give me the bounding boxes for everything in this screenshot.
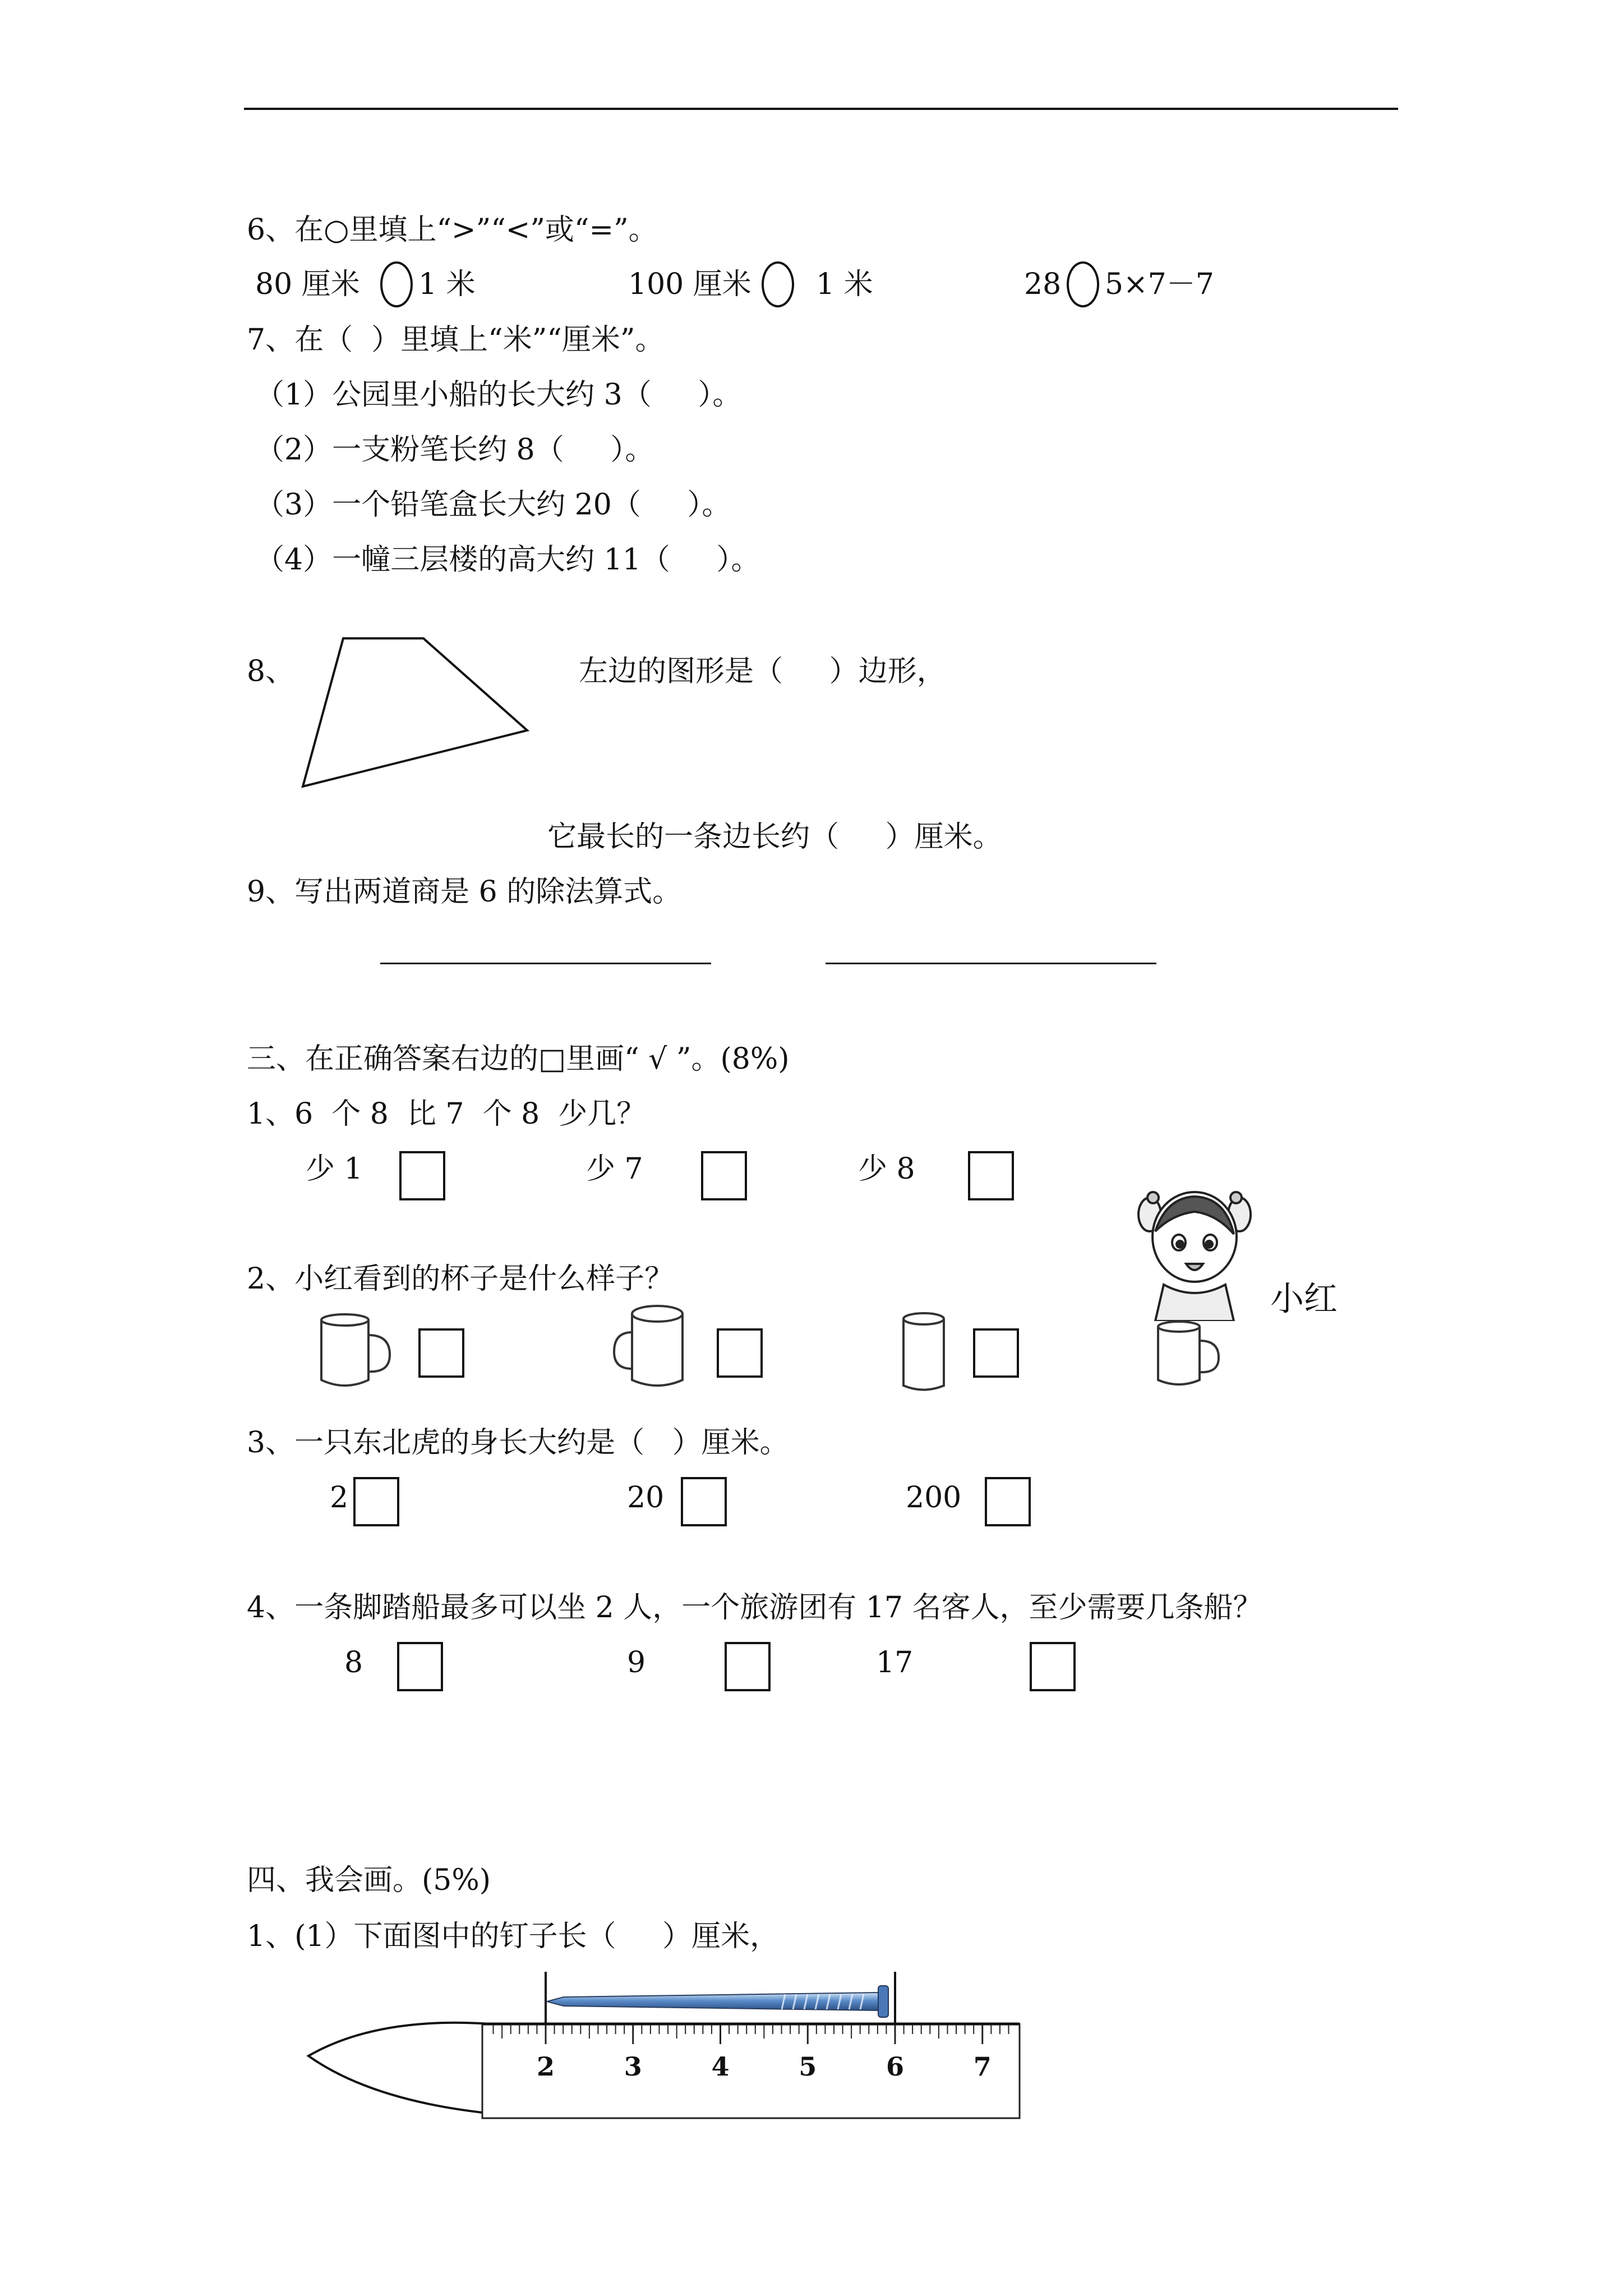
checkbox-q2-c[interactable] — [973, 1328, 1019, 1378]
q7-item-4: （4）一幢三层楼的高大约 11（ ）。 — [255, 543, 760, 577]
compare-circle-2[interactable] — [762, 261, 794, 307]
compare-circle-3[interactable] — [1067, 261, 1099, 307]
quadrilateral-figure — [292, 628, 538, 797]
checkbox-q4-b[interactable] — [725, 1642, 771, 1691]
cup-option-2-icon — [611, 1301, 695, 1394]
s3-q2-text: 2、小红看到的杯子是什么样子？ — [247, 1262, 674, 1296]
compare-circle-1[interactable] — [380, 261, 413, 307]
girl-label: 小红 — [1270, 1280, 1338, 1319]
q7-item-2: （2）一支粉笔长约 8（ ）。 — [255, 433, 654, 467]
s3-q1-option-2: 少 7 — [586, 1152, 643, 1186]
s3-q4-text: 4、一条脚踏船最多可以坐 2 人，一个旅游团有 17 名客人，至少需要几条船？ — [247, 1591, 1262, 1625]
section3-title: 三、在正确答案右边的□里画“ √ ”。(8%) — [247, 1042, 790, 1076]
checkbox-q1-c[interactable] — [968, 1151, 1014, 1200]
q6-item-2b: 1 米 — [816, 268, 873, 301]
checkbox-q1-b[interactable] — [701, 1151, 747, 1200]
header-rule — [244, 108, 1398, 110]
section4-title: 四、我会画。(5%) — [247, 1864, 491, 1897]
q8-number: 8、 — [247, 655, 295, 688]
q7-title: 7、在（ ）里填上“米”“厘米”。 — [247, 323, 665, 357]
q6-item-1b: 1 米 — [418, 268, 476, 301]
ruler-with-nail-figure — [292, 1963, 1077, 2132]
checkbox-q3-a[interactable] — [353, 1477, 399, 1526]
ruler-label: 7 — [973, 2051, 992, 2082]
q8-line1: 左边的图形是（ ）边形， — [579, 655, 946, 688]
checkbox-q3-b[interactable] — [681, 1477, 727, 1526]
checkbox-q2-b[interactable] — [717, 1328, 763, 1378]
s3-q1-option-3: 少 8 — [858, 1152, 915, 1186]
checkbox-q3-c[interactable] — [985, 1477, 1031, 1526]
ruler-label: 3 — [624, 2051, 642, 2082]
s4-q1-text: 1、(1）下面图中的钉子长（ ）厘米， — [247, 1920, 780, 1953]
ruler-label: 6 — [886, 2051, 905, 2082]
ruler-label: 2 — [536, 2051, 555, 2082]
girl-xiaohong-illustration — [1133, 1181, 1256, 1321]
answer-line-1[interactable] — [380, 963, 711, 964]
checkbox-q1-a[interactable] — [399, 1151, 445, 1200]
cup-option-1-icon — [314, 1310, 398, 1394]
ruler-label: 5 — [799, 2051, 817, 2082]
q9-title: 9、写出两道商是 6 的除法算式。 — [247, 875, 682, 909]
q7-item-3: （3）一个铅笔盒长大约 20（ ）。 — [255, 488, 731, 522]
q6-item-3a: 28 — [1024, 268, 1062, 301]
q8-line2: 它最长的一条边长约（ ）厘米。 — [547, 820, 1002, 854]
q6-item-2a: 100 厘米 — [628, 268, 751, 301]
s3-q4-option-1: 8 — [344, 1646, 363, 1680]
s3-q4-option-3: 17 — [876, 1646, 914, 1680]
q6-item-3b: 5×7－7 — [1105, 268, 1214, 301]
s3-q3-text: 3、一只东北虎的身长大约是（ ）厘米。 — [247, 1426, 789, 1460]
ruler-label: 4 — [711, 2051, 730, 2082]
s3-q3-option-1: 2 — [330, 1481, 349, 1515]
q6-title: 6、在○里填上“>”“<”或“=”。 — [247, 213, 658, 247]
s3-q3-option-3: 200 — [906, 1481, 962, 1515]
checkbox-q4-a[interactable] — [397, 1642, 443, 1691]
cup-option-3-icon — [898, 1310, 949, 1397]
s3-q3-option-2: 20 — [627, 1481, 665, 1515]
cup-reference-icon — [1152, 1318, 1223, 1391]
answer-line-2[interactable] — [826, 963, 1156, 964]
checkbox-q4-c[interactable] — [1030, 1642, 1076, 1691]
s3-q1-option-1: 少 1 — [306, 1152, 363, 1186]
s3-q1-text: 1、6 个 8 比 7 个 8 少几？ — [247, 1097, 646, 1131]
q6-item-1a: 80 厘米 — [255, 268, 360, 301]
checkbox-q2-a[interactable] — [418, 1328, 464, 1378]
q7-item-1: （1）公园里小船的长大约 3（ ）。 — [255, 378, 742, 412]
s3-q4-option-2: 9 — [627, 1646, 646, 1680]
